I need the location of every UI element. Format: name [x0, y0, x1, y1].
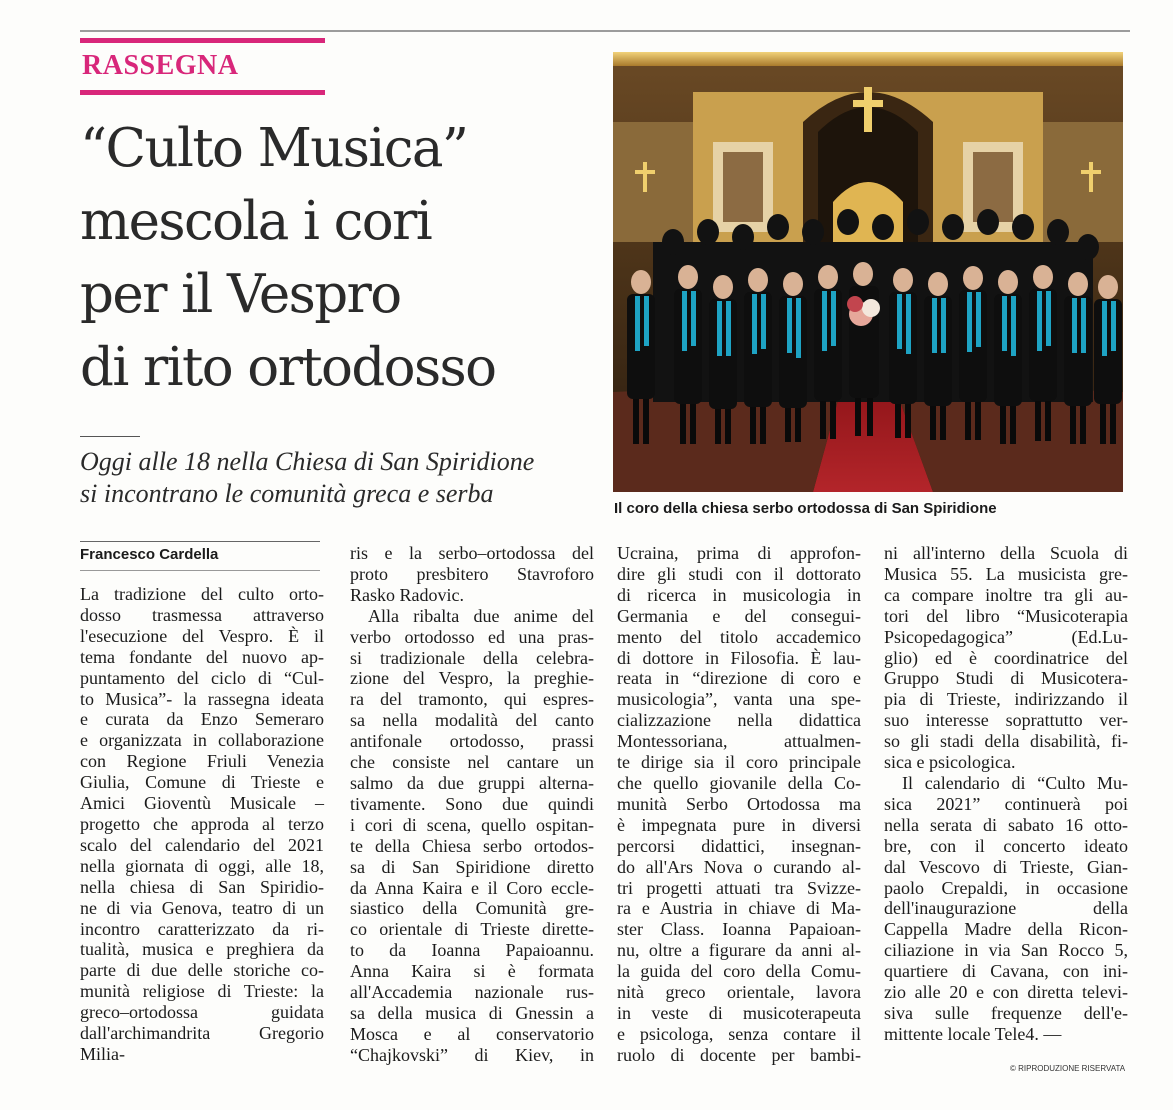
section-kicker: RASSEGNA — [82, 50, 239, 81]
subhead-line: Oggi alle 18 nella Chiesa di San Spiridione — [80, 447, 535, 476]
text-line: nella serata di sabato 16 otto- — [884, 814, 1128, 835]
text-line: l'esecuzione del Vespro. È il — [80, 625, 324, 646]
text-line: to Musica”- la rassegna ideata — [80, 688, 324, 709]
text-line: quartiere di Cavana, con ini- — [884, 961, 1128, 982]
text-line: e curata da Enzo Semeraro — [80, 709, 324, 730]
text-line: tivamente. Sono due quindi — [350, 793, 594, 814]
text-line: dal Vescovo di Trieste, Gian- — [884, 856, 1128, 877]
text-line: tualità, musica e preghiera da — [80, 939, 324, 960]
text-line: tema fondante del nuovo ap- — [80, 646, 324, 667]
text-line: Il calendario di “Culto Mu- — [902, 772, 1128, 793]
text-line: siva sulle frequenze dell'e- — [884, 1002, 1128, 1023]
text-line: ni all'interno della Scuola di — [884, 543, 1128, 563]
text-line: suo interesse soprattutto ver- — [884, 710, 1128, 731]
text-line: sa di San Spiridione diretto — [350, 856, 594, 877]
text-line: tori del libro “Musicoterapia — [884, 605, 1128, 626]
text-line: te della Chiesa serbo ortodos- — [350, 835, 594, 856]
text-line: Mosca e al conservatorio — [350, 1023, 594, 1044]
text-line: di ricerca in musicologia in — [617, 584, 861, 605]
text-line: Montessoriana, attualmen- — [617, 731, 861, 752]
article-column-4 — [884, 543, 1128, 1045]
text-line: nella giornata di oggi, alle 18, — [80, 855, 324, 876]
text-line: La tradizione del culto orto- — [80, 584, 324, 604]
text-line: in veste di musicoterapeuta — [617, 1002, 861, 1023]
text-line: che quello giovanile della Co- — [617, 772, 861, 793]
text-line: i cori di scena, quello ospitan- — [350, 814, 594, 835]
text-line: con Regione Friuli Venezia — [80, 751, 324, 772]
text-line: ciliazione in via San Rocco 5, — [884, 940, 1128, 961]
text-line: sica 2021” continuerà poi — [884, 793, 1128, 814]
text-line: si tradizionale della celebra- — [350, 647, 594, 668]
text-line: munità Serbo Ortodossa ma — [617, 793, 861, 814]
choir-photo-illustration — [613, 52, 1123, 492]
headline-line: mescola i cori — [80, 191, 432, 252]
text-line: scalo del calendario del 2021 — [80, 834, 324, 855]
text-line: sa nella modalità del canto — [350, 710, 594, 731]
text-line: ris e la serbo–ortodossa del — [350, 543, 594, 563]
text-line: salmo da due gruppi alterna- — [350, 772, 594, 793]
text-line: do all'Ars Nova o curando al- — [617, 856, 861, 877]
text-line: è impegnata pure in diversi — [617, 814, 861, 835]
text-line: musicologia”, vanta una spe- — [617, 689, 861, 710]
text-line: e organizzata in collaborazione — [80, 730, 324, 751]
headline-line: di rito ortodosso — [80, 337, 496, 398]
text-line: di dottore in Filosofia. È lau- — [617, 647, 861, 668]
text-line: munità religiose di Trieste: la — [80, 981, 324, 1002]
text-line: tri progetti attuati tra Svizze- — [617, 877, 861, 898]
text-line: siastico della Comunità gre- — [350, 898, 594, 919]
text-line: sa della musica di Gnessin a — [350, 1002, 594, 1023]
text-line: ne di via Genova, teatro di un — [80, 897, 324, 918]
text-line: dall'archimandrita Gregorio — [80, 1023, 324, 1044]
text-line: ra del tramonto, qui espres- — [350, 689, 594, 710]
text-line: mento del titolo accademico — [617, 626, 861, 647]
text-line: Germania e del consegui- — [617, 605, 861, 626]
copyright-notice: © RIPRODUZIONE RISERVATA — [1010, 1064, 1126, 1073]
text-line: co orientale di Trieste dirette- — [350, 919, 594, 940]
text-line: so gli stadi della disabilità, fi- — [884, 731, 1128, 752]
text-line: greco–ortodossa guidata — [80, 1002, 324, 1023]
byline: Francesco Cardella — [80, 546, 219, 563]
headline — [80, 112, 600, 404]
subhead-line: si incontrano le comunità greca e serba — [80, 479, 494, 508]
text-line: Rasko Radovic. — [350, 584, 464, 605]
text-line: Cappella Madre della Ricon- — [884, 919, 1128, 940]
text-line: paolo Crepaldi, in occasione — [884, 877, 1128, 898]
text-line: puntamento del ciclo di “Cul- — [80, 667, 324, 688]
byline-rule-bottom — [80, 570, 320, 571]
text-line: ca compare inoltre tra gli au- — [884, 584, 1128, 605]
text-line: Musica 55. La musicista gre- — [884, 563, 1128, 584]
text-line: antifonale ortodosso, prassi — [350, 731, 594, 752]
text-line: nu, oltre a figurare da anni al- — [617, 940, 861, 961]
text-line: percorsi didattici, insegnan- — [617, 835, 861, 856]
text-line: parte di due delle storiche co- — [80, 960, 324, 981]
text-line: all'Accademia nazionale rus- — [350, 982, 594, 1003]
text-line: Giulia, Comune di Trieste e — [80, 772, 324, 793]
text-line: bre, con il concerto ideato — [884, 835, 1128, 856]
article-column-1 — [80, 584, 324, 1065]
text-line: incontro caratterizzato da ri- — [80, 918, 324, 939]
text-line: zione del Vespro, la preghie- — [350, 668, 594, 689]
headline-line: per il Vespro — [80, 264, 401, 325]
text-line: pia di Trieste, indirizzando il — [884, 689, 1128, 710]
text-line: che consiste nel cantare un — [350, 752, 594, 773]
text-line: Psicopedagogica” (Ed.Lu- — [884, 626, 1128, 647]
text-line: Ucraina, prima di approfon- — [617, 543, 861, 563]
subhead-rule — [80, 436, 140, 437]
subheadline — [80, 446, 600, 510]
text-line: cializzazione nella didattica — [617, 710, 861, 731]
text-line: ster Class. Ioanna Papaioan- — [617, 919, 861, 940]
text-line: glio) ed è coordinatrice del — [884, 647, 1128, 668]
text-line: zio alle 20 e con diretta televi- — [884, 982, 1128, 1003]
kicker-bar-top — [80, 38, 325, 43]
text-line: dire gli studi con il dottorato — [617, 563, 861, 584]
text-line: reata in “direzione di coro e — [617, 668, 861, 689]
text-line: proto presbitero Stavroforo — [350, 563, 594, 584]
text-line: te dirige sia il coro principale — [617, 752, 861, 773]
text-line: nella chiesa di San Spiridio- — [80, 876, 324, 897]
text-line: mittente locale Tele4. — — [884, 1023, 1062, 1044]
text-line: to da Ioanna Papaioannu. — [350, 940, 594, 961]
article-column-2 — [350, 543, 594, 1066]
text-line: Gruppo Studi di Musicotera- — [884, 668, 1128, 689]
text-line: Amici Gioventù Musicale – — [80, 793, 324, 814]
text-line: ruolo di docente per bambi- — [617, 1044, 861, 1065]
top-rule — [80, 30, 1130, 32]
text-line: Anna Kaira si è formata — [350, 961, 594, 982]
article-column-3 — [617, 543, 861, 1066]
text-line: e psicologa, senza contare il — [617, 1023, 861, 1044]
text-line: progetto che approda al terzo — [80, 813, 324, 834]
kicker-bar-bottom — [80, 90, 325, 95]
text-line: dosso trasmessa attraverso — [80, 604, 324, 625]
text-line: verbo ortodosso ed una pras- — [350, 626, 594, 647]
text-line: sica e psicologica. — [884, 752, 1016, 773]
text-line: nità greco orientale, lavora — [617, 982, 861, 1003]
text-line: Milia- — [80, 1043, 125, 1064]
photo-caption: Il coro della chiesa serbo ortodossa di San Spiridione — [614, 500, 997, 517]
choir-photo — [613, 52, 1123, 492]
text-line: “Chajkovski” di Kiev, in — [350, 1044, 594, 1065]
text-line: Alla ribalta due anime del — [368, 605, 594, 626]
text-line: da Anna Kaira e il Coro eccle- — [350, 877, 594, 898]
headline-line: “Culto Musica” — [80, 118, 468, 179]
byline-rule — [80, 541, 320, 542]
text-line: la guida del coro della Comu- — [617, 961, 861, 982]
text-line: dell'inaugurazione della — [884, 898, 1128, 919]
text-line: ra e Austria in chiave di Ma- — [617, 898, 861, 919]
